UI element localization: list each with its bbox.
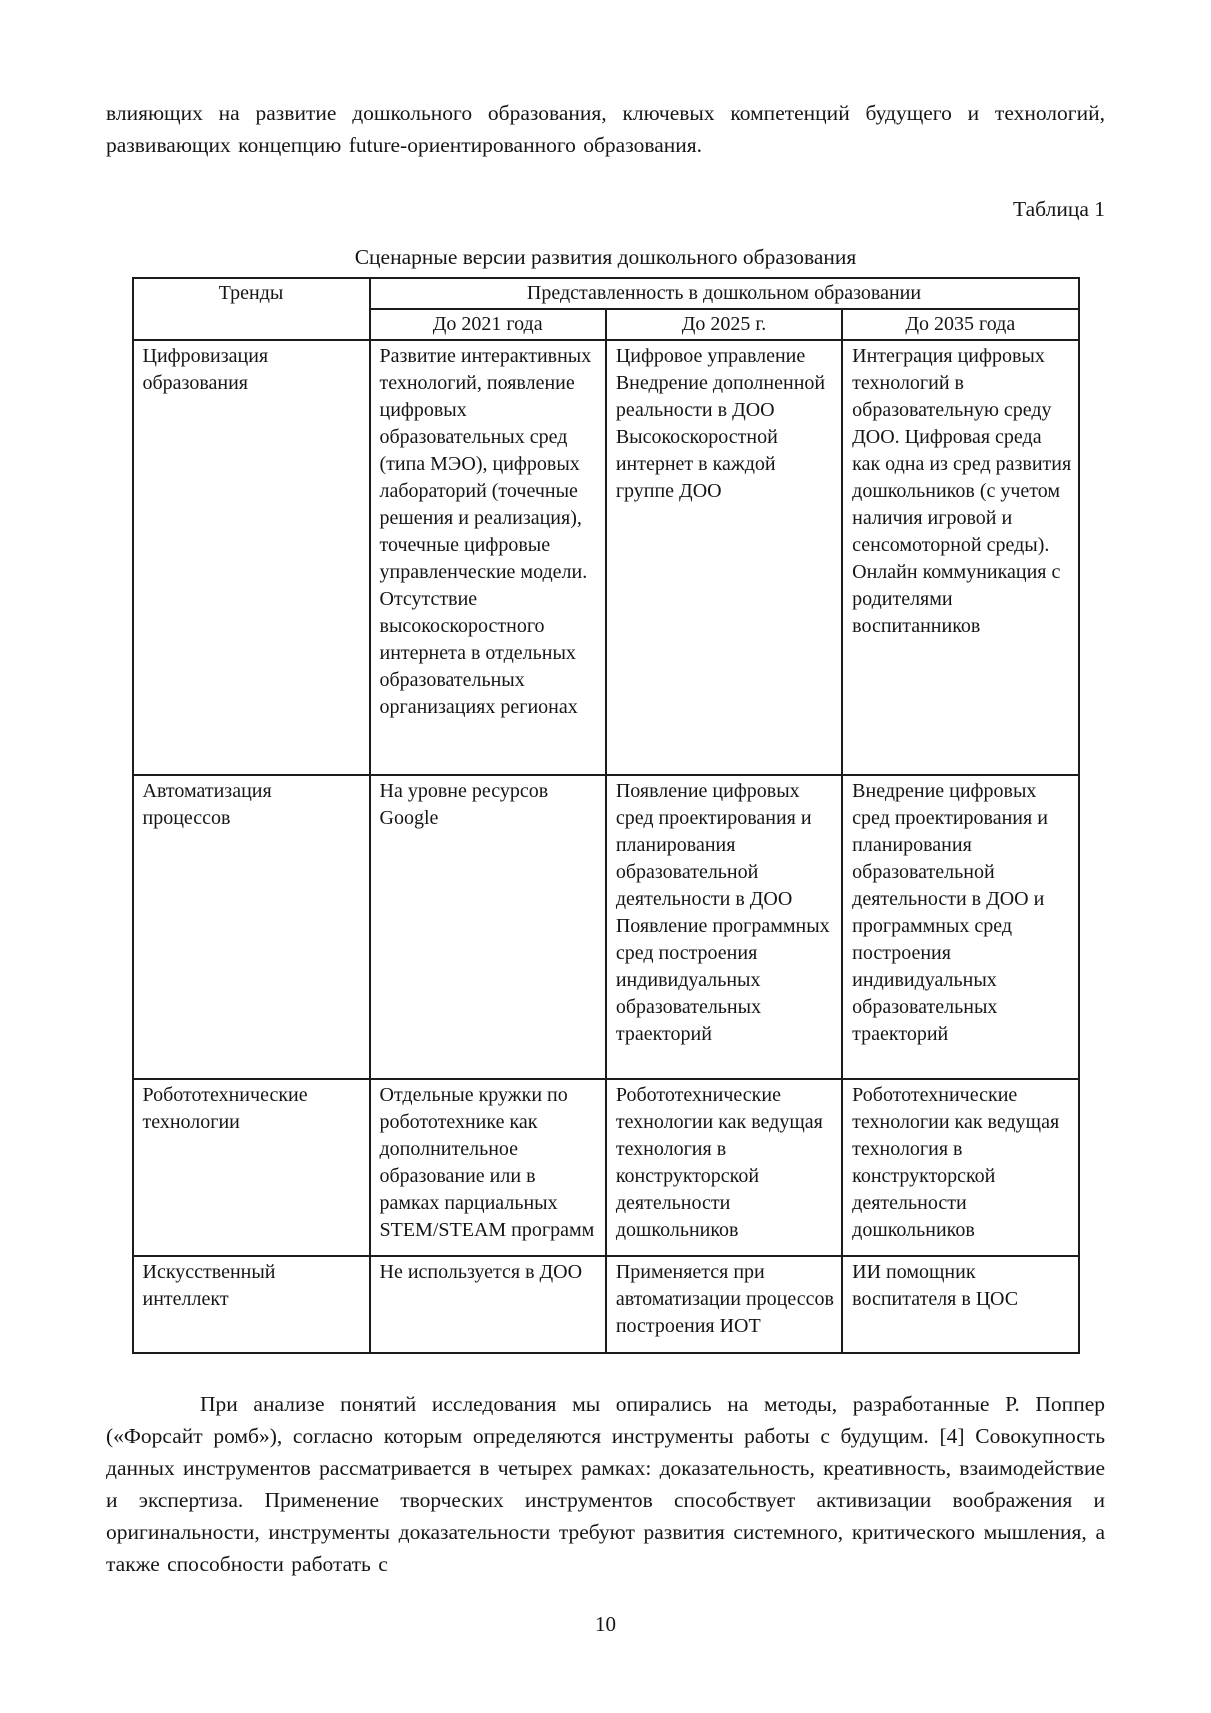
cell-until-2035: Внедрение цифровых сред проектирования и планирования образовательной деятельности в ДОО и программных сред построения индивидуальных образовательных траекторий: [842, 775, 1078, 1079]
scenario-table: [132, 277, 1080, 1354]
header-cell-until-2021: До 2021 года: [370, 309, 606, 340]
page-number: 10: [595, 1612, 616, 1636]
cell-trend: Цифровизация образования: [133, 340, 370, 775]
cell-until-2035: Интеграция цифровых технологий в образовательную среду ДОО. Цифровая среда как одна из сред развития дошкольников (с учетом наличия игровой и сенсомоторной среды). Онлайн коммуникация с родителями воспитанников: [842, 340, 1078, 775]
closing-paragraph: При анализе понятий исследования мы опирались на методы, разработанные Р. Поппер («Форсайт ромб»), согласно которым определяются инструменты работы с будущим. [4] Совокупность данных инструментов рассматривается в четырех рамках: доказательность, креативность, взаимодействие и экспертиза. Применение творческих инструментов способствует активизации воображения и оригинальности, инструменты доказательности требуют развития системного, критического мышления, а также способности работать с: [106, 1392, 1105, 1576]
cell-until-2025: Появление цифровых сред проектирования и планирования образовательной деятельности в ДОО Появление программных сред построения индивидуальных образовательных траекторий: [606, 775, 842, 1079]
cell-trend: Робототехнические технологии: [133, 1079, 370, 1256]
table-row: [133, 340, 1079, 775]
table-row: [133, 1256, 1079, 1353]
cell-until-2021: На уровне ресурсов Google: [370, 775, 606, 1079]
cell-until-2035: ИИ помощник воспитателя в ЦОС: [842, 1256, 1078, 1353]
cell-until-2021: Не используется в ДОО: [370, 1256, 606, 1353]
cell-until-2021: Развитие интерактивных технологий, появление цифровых образовательных сред (типа МЭО), цифровых лабораторий (точечные решения и реализация), точечные цифровые управленческие модели. Отсутствие высокоскоростного интернета в отдельных образовательных организациях регионах: [370, 340, 606, 775]
cell-trend: Искусственный интеллект: [133, 1256, 370, 1353]
cell-until-2035: Робототехнические технологии как ведущая технология в конструкторской деятельности дошкольников: [842, 1079, 1078, 1256]
cell-until-2025: Цифровое управление Внедрение дополненной реальности в ДОО Высокоскоростной интернет в каждой группе ДОО: [606, 340, 842, 775]
header-cell-until-2025: До 2025 г.: [606, 309, 842, 340]
table-header-row: [133, 278, 1079, 309]
intro-paragraph: влияющих на развитие дошкольного образования, ключевых компетенций будущего и технологий, развивающих концепцию future-ориентированного образования.: [106, 101, 1105, 157]
table-title: Сценарные версии развития дошкольного образования: [354, 245, 857, 269]
cell-trend: Автоматизация процессов: [133, 775, 370, 1079]
cell-until-2025: Применяется при автоматизации процессов построения ИОТ: [606, 1256, 842, 1353]
table-label: Таблица 1: [1013, 197, 1105, 221]
header-cell-group: Представленность в дошкольном образовании: [370, 278, 1079, 309]
cell-until-2021: Отдельные кружки по робототехнике как дополнительное образование или в рамках парциальных STEM/STEAM программ: [370, 1079, 606, 1256]
table-row: [133, 1079, 1079, 1256]
table-row: [133, 775, 1079, 1079]
cell-until-2025: Робототехнические технологии как ведущая технология в конструкторской деятельности дошкольников: [606, 1079, 842, 1256]
header-cell-trends: Тренды: [133, 278, 370, 340]
header-cell-until-2035: До 2035 года: [842, 309, 1078, 340]
